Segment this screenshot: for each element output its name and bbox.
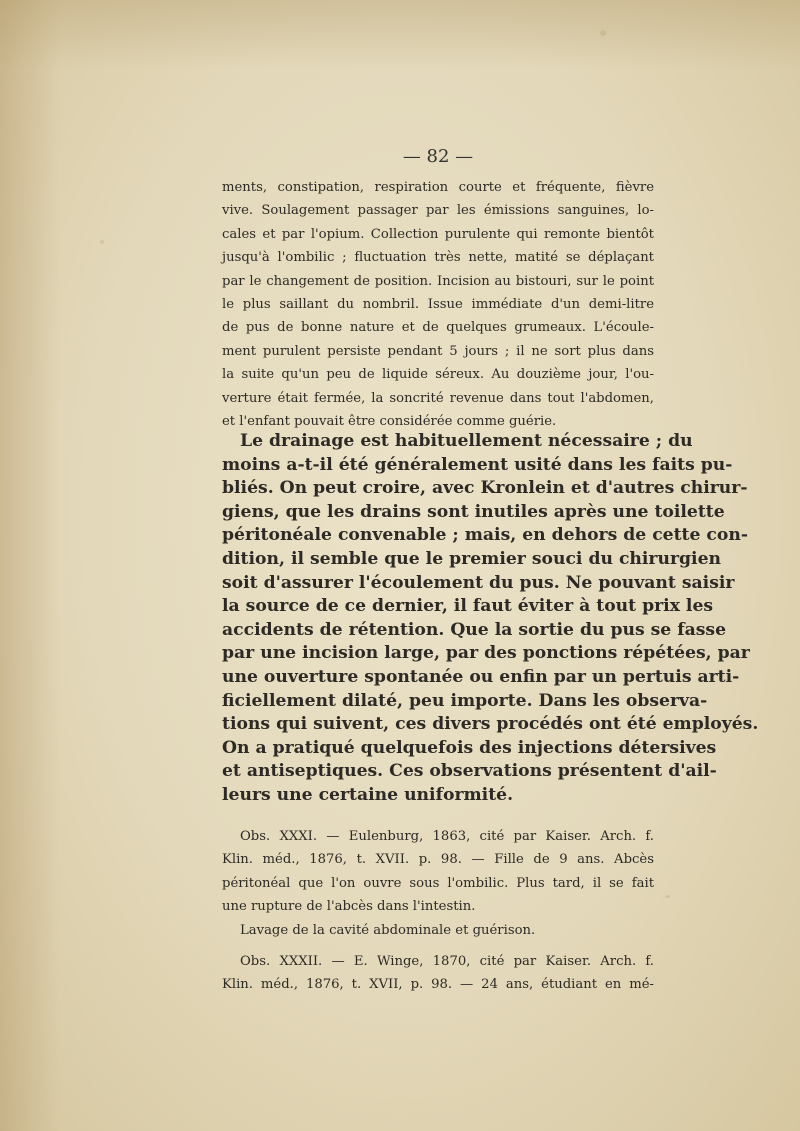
observation-31: [222, 825, 654, 942]
text-line: une rupture de l'abcès dans l'intestin.: [222, 899, 476, 915]
text-line: soit d'assurer l'écoulement du pus. Ne pouvant saisir: [222, 572, 735, 593]
text-line: ment purulent persiste pendant 5 jours ; il ne sort plus dans: [222, 343, 654, 359]
text-line: la source de ce dernier, il faut éviter à tout prix les: [222, 596, 714, 617]
text-line: dition, il semble que le premier souci du chirurgien: [222, 548, 722, 569]
text-line: accidents de rétention. Que la sortie du pus se fasse: [222, 619, 727, 640]
text-line: le plus saillant du nombril. Issue immédiate d'un demi-litre: [222, 297, 654, 313]
text-line: par le changement de position. Incision au bistouri, sur le point: [222, 273, 654, 289]
page-shadow-left: [0, 0, 60, 1131]
case-continuation: [222, 176, 654, 433]
text-line: péritonéale convenable ; mais, en dehors de cette con-: [222, 525, 748, 546]
text-line: de pus de bonne nature et de quelques grumeaux. L'écoule-: [222, 320, 654, 336]
text-line: ments, constipation, respiration courte et fréquente, fièvre: [222, 180, 654, 195]
text-line: tions qui suivent, ces divers procédés ont été employés.: [222, 714, 759, 735]
text-line: leurs une certaine uniformité.: [222, 784, 514, 805]
text-line: Obs. XXXII. — E. Winge, 1870, cité par Kaiser. Arch. f.: [240, 954, 654, 969]
text-line: Le drainage est habituellement nécessaire ; du: [240, 431, 693, 451]
text-line: et antiseptiques. Ces observations présentent d'ail-: [222, 761, 717, 782]
text-line: Lavage de la cavité abdominale et guérison.: [240, 922, 536, 938]
text-line: ficiellement dilaté, peu importe. Dans les observa-: [222, 690, 708, 711]
paper-spot: [665, 895, 670, 898]
text-line: giens, que les drains sont inutiles après une toilette: [222, 501, 725, 522]
text-line: Obs. XXXI. — Eulenburg, 1863, cité par Kaiser. Arch. f.: [240, 829, 654, 844]
paper-spot: [100, 240, 104, 244]
page-number: — 82 —: [402, 146, 474, 167]
text-line: cales et par l'opium. Collection purulente qui remonte bientôt: [222, 226, 654, 242]
text-line: vive. Soulagement passager par les émissions sanguines, lo-: [222, 203, 654, 219]
text-line: la suite qu'un peu de liquide séreux. Au douzième jour, l'ou-: [222, 367, 654, 383]
observation-32: [222, 950, 654, 997]
text-line: jusqu'à l'ombilic ; fluctuation très nette, matité se déplaçant: [222, 250, 654, 266]
text-line: On a pratiqué quelquefois des injections détersives: [222, 737, 717, 758]
text-line: Klin. méd., 1876, t. XVII, p. 98. — 24 ans, étudiant en mé-: [222, 977, 654, 993]
text-line: péritonéal que l'on ouvre sous l'ombilic. Plus tard, il se fait: [222, 875, 654, 891]
text-line: une ouverture spontanée ou enfin par un pertuis arti-: [222, 666, 740, 687]
text-line: moins a-t-il été généralement usité dans les faits pu-: [222, 454, 733, 475]
paper-spot: [600, 30, 606, 36]
page-shadow-top: [0, 0, 800, 70]
text-line: et l'enfant pouvait être considérée comme guérie.: [222, 414, 557, 430]
text-line: par une incision large, par des ponctions répétées, par: [222, 643, 750, 664]
text-line: Klin. méd., 1876, t. XVII. p. 98. — Fille de 9 ans. Abcès: [222, 852, 654, 868]
text-line: verture était fermée, la soncrité revenue dans tout l'abdomen,: [222, 390, 654, 406]
main-paragraph: [222, 430, 759, 808]
text-line: bliés. On peut croire, avec Kronlein et d'autres chirur-: [222, 478, 748, 499]
